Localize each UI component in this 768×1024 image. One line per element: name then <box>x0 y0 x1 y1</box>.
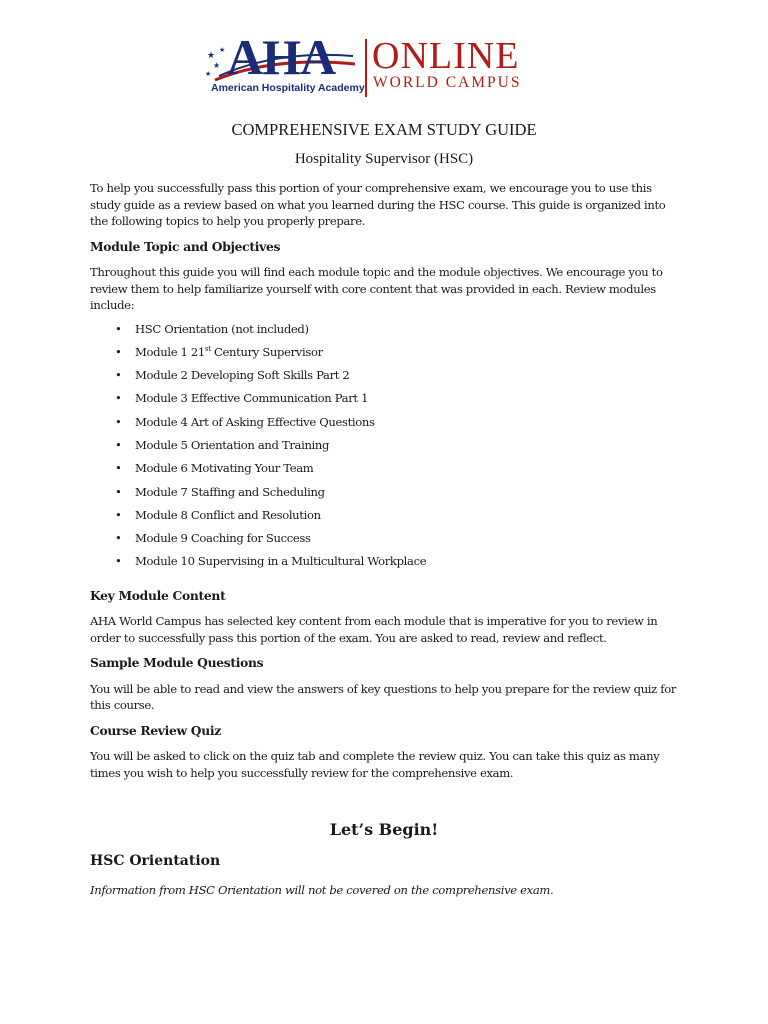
list-item: • Module 10 Supervising in a Multicultural Workplace <box>90 553 680 576</box>
logo-online: ONLINE <box>372 35 520 77</box>
svg-text:★: ★ <box>219 46 226 54</box>
list-item: • HSC Orientation (not included) <box>90 321 680 344</box>
logo-academy-name: American Hospitality Academy <box>211 82 365 94</box>
list-item: • Module 6 Motivating Your Team <box>90 460 680 483</box>
svg-text:★: ★ <box>213 61 221 70</box>
sample-questions-paragraph: You will be able to read and view the answers of key questions to help you prepare for the review quiz for this course. <box>90 681 677 713</box>
list-item: • Module 8 Conflict and Resolution <box>90 507 680 530</box>
list-item: • Module 4 Art of Asking Effective Questions <box>90 414 680 437</box>
review-quiz-paragraph: You will be asked to click on the quiz tab and complete the review quiz. You can take this quiz as many times you wish to help you successfully review for the comprehensive exam. <box>90 749 660 780</box>
review-quiz-heading: Course Review Quiz <box>90 722 221 738</box>
document-subtitle: Hospitality Supervisor (HSC) <box>294 151 474 167</box>
module-topic-paragraph: Throughout this guide you will find each module topic and the module objectives. We encourage you to review them to help familiarize yourself with core content that was provided in each. Review modules include: <box>90 265 663 312</box>
module-topic-heading: Module Topic and Objectives <box>90 238 281 254</box>
key-content-paragraph: AHA World Campus has selected key content from each module that is imperative for you to review in order to successfully pass this portion of the exam. You are asked to read, review and reflect. <box>90 614 658 645</box>
hsc-orientation-heading: HSC Orientation <box>90 853 221 869</box>
lets-begin-heading: Let’s Begin! <box>329 820 439 839</box>
orientation-note: Information from HSC Orientation will not be covered on the comprehensive exam. <box>90 883 554 897</box>
list-item: • Module 2 Developing Soft Skills Part 2 <box>90 367 680 390</box>
svg-text:★: ★ <box>205 70 212 78</box>
list-item: • Module 5 Orientation and Training <box>90 437 680 460</box>
logo-letters: AHA <box>227 29 336 85</box>
logo-divider <box>365 39 367 97</box>
list-item: • Module 9 Coaching for Success <box>90 530 680 553</box>
list-item <box>90 344 680 367</box>
list-item-text-rest: Century Supervisor <box>210 344 323 359</box>
document-body <box>90 180 680 781</box>
list-item: • Module 3 Effective Communication Part 1 <box>90 390 680 413</box>
sample-questions-heading: Sample Module Questions <box>90 655 264 671</box>
svg-text:★: ★ <box>207 51 216 61</box>
logo-world-campus: WORLD CAMPUS <box>373 74 522 91</box>
document-title: COMPREHENSIVE EXAM STUDY GUIDE <box>231 120 537 139</box>
module-list <box>90 321 680 577</box>
list-item: • Module 7 Staffing and Scheduling <box>90 484 680 507</box>
intro-paragraph: To help you successfully pass this portion of your comprehensive exam, we encourage you to use this study guide as a review based on what you learned during the HSC course. This guide is organized into the following topics to help you properly prepare. <box>90 181 666 228</box>
ordinal-suffix: st <box>204 344 211 353</box>
key-content-heading: Key Module Content <box>90 587 226 603</box>
aha-logo <box>205 29 550 104</box>
list-item-text: Module 1 21 <box>135 344 205 359</box>
